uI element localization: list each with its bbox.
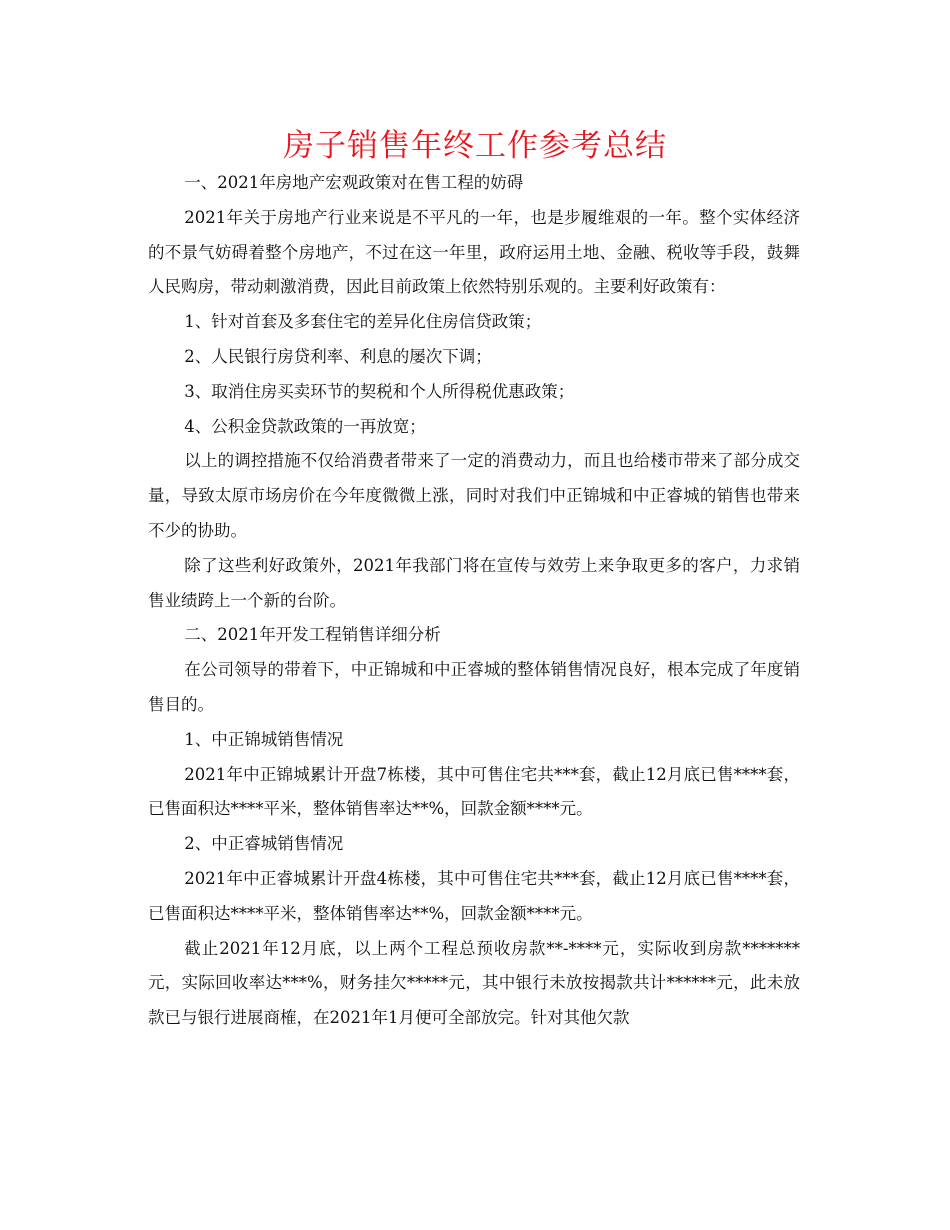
list-item: 4、公积金贷款政策的一再放宽；	[184, 416, 426, 436]
paragraph: 2021年中正锦城累计开盘7栋楼，其中可售住宅共***套，截止12月底已售****套，已售面积达****平米，整体销售率达**%，回款金额****元。	[148, 764, 800, 819]
paragraph: 除了这些利好政策外，2021年我部门将在宣传与效劳上来争取更多的客户，力求销售业绩跨上一个新的台阶。	[148, 555, 800, 610]
section-heading-2: 二、2021年开发工程销售详细分析	[184, 625, 441, 645]
section-heading-1: 一、2021年房地产宏观政策对在售工程的妨碍	[184, 173, 524, 192]
list-item: 3、取消住房买卖环节的契税和个人所得税优惠政策；	[184, 381, 575, 401]
list-item: 1、针对首套及多套住宅的差异化住房信贷政策；	[184, 312, 542, 332]
paragraph: 截止2021年12月底，以上两个工程总预收房款**-****元，实际收到房款*******元，实际回收率达***%，财务挂欠*****元，其中银行未放按揭款共计******元，此未放款已与银行进展商榷，在2021年1月便可全部放完。针对其他欠款	[148, 938, 800, 1028]
subsection-heading: 1、中正锦城销售情况	[184, 729, 344, 749]
paragraph: 以上的调控措施不仅给消费者带来了一定的消费动力，而且也给楼市带来了部分成交量，导致太原市场房价在今年度微微上涨，同时对我们中正锦城和中正睿城的销售也带来不少的协助。	[148, 451, 800, 540]
paragraph: 在公司领导的带着下，中正锦城和中正睿城的整体销售情况良好，根本完成了年度销售目的。	[148, 660, 800, 714]
document-body	[148, 166, 800, 1036]
paragraph: 2021年中正睿城累计开盘4栋楼，其中可售住宅共***套，截止12月底已售****套，已售面积达****平米，整体销售率达**%，回款金额****元。	[148, 868, 800, 923]
list-item: 2、人民银行房贷利率、利息的屡次下调；	[184, 346, 492, 366]
document-title: 房子销售年终工作参考总结	[283, 128, 667, 164]
paragraph: 2021年关于房地产行业来说是不平凡的一年，也是步履维艰的一年。整个实体经济的不景气妨碍着整个房地产，不过在这一年里，政府运用土地、金融、税收等手段，鼓舞人民购房，带动刺激消费，因此目前政策上依然特别乐观的。主要利好政策有：	[148, 207, 800, 297]
subsection-heading: 2、中正睿城销售情况	[184, 834, 344, 854]
